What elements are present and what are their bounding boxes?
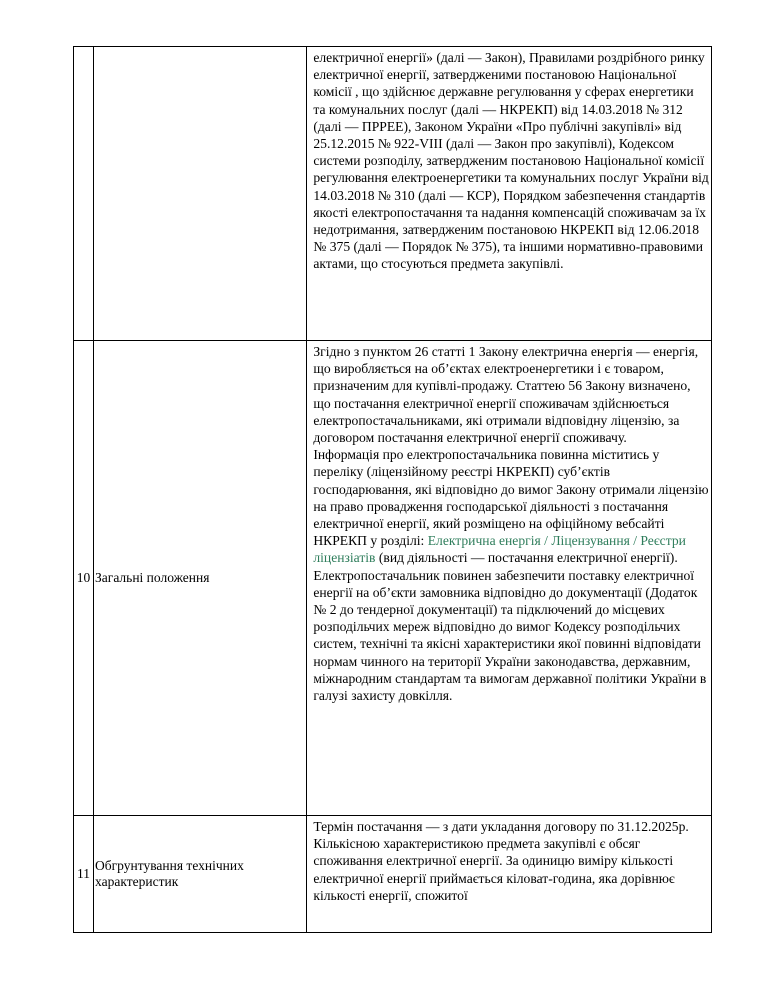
- paragraph-text: (вид діяльності — постачання електричної енергії).: [375, 550, 678, 566]
- row-paragraph: Кількісною характеристикою предмета закупівлі є обсяг споживання електричної енергії. За одиницю виміру кількості електричної енергії приймається кіловат-година, яка дорівнює кількості енергії, спожитої: [313, 836, 675, 903]
- row-paragraph: Згідно з пунктом 26 статті 1 Закону електрична енергія — енергія, що виробляється на об’єктах електроенергетики і є товаром, призначеним для купівлі-продажу. Статтею 56 Закону визначено, що постачання електричної енергії споживачам здійснюється електропостачальниками, які отримали відповідну ліцензію, за договором постачання електричної енергії споживачу.: [313, 344, 699, 446]
- row-paragraph: [313, 446, 709, 566]
- table-row: [74, 47, 712, 341]
- table-row: [74, 816, 712, 933]
- row-label-cell: Загальні положення: [94, 341, 307, 816]
- document-table: [73, 46, 712, 933]
- row-text-cell: [307, 47, 712, 341]
- row-label-cell: Обгрунтування технічних характеристик: [94, 816, 307, 933]
- row-number-cell: 10: [74, 341, 94, 816]
- paragraph-text: Інформація про електропостачальника повинна міститись у переліку (ліцензійному реєстрі НКРЕКП) суб’єктів господарювання, які відповідно до вимог Закону отримали ліцензію на право провадження господарської діяльності з постачання електричної енергії, який розміщено на офіційному вебсайті НКРЕКП у розділі:: [313, 447, 709, 549]
- row-label-cell: [94, 47, 307, 341]
- row-text-cell: [307, 341, 712, 816]
- row-paragraph: електричної енергії» (далі — Закон), Правилами роздрібного ринку електричної енергії, затвердженими постановою Національної комісії , що здійснює державне регулювання у сферах енергетики та комунальних послуг (далі — НКРЕКП) від 14.03.2018 № 312 (далі — ПРРЕЕ), Законом України «Про публічні закупівлі» від 25.12.2015 № 922-VIII (далі — Закон про закупівлі), Кодексом системи розподілу, затвердженим постановою Національної комісії регулювання електроенергетики та комунальних послуг України від 14.03.2018 № 310 (далі — КСР), Порядком забезпечення стандартів якості електропостачання та надання компенсацій споживачам за їх недотримання, затвердженим постановою НКРЕКП від 12.06.2018 № 375 (далі — Порядок № 375), та іншими нормативно-правовими актами, що стосуються предмета закупівлі.: [313, 50, 709, 272]
- table-row: [74, 341, 712, 816]
- row-number-cell: 11: [74, 816, 94, 933]
- row-text-cell: [307, 816, 712, 933]
- registry-link[interactable]: Електрична енергія / Ліцензування / Реєстри ліцензіатів: [313, 533, 686, 566]
- row-paragraph: Термін постачання — з дати укладання договору по 31.12.2025р.: [313, 819, 689, 834]
- row-paragraph: Електропостачальник повинен забезпечити поставку електричної енергії на об’єкти замовника відповідно до документації (Додаток № 2 до тендерної документації) та підключений до місцевих розподільчих мереж відповідно до вимог Кодексу розподільчих систем, технічні та якісні характеристики якої повинні відповідати нормам чинного на території України законодавства, державним, міжнародним стандартам та вимогам державної політики України в галузі захисту довкілля.: [313, 567, 707, 704]
- row-number-cell: [74, 47, 94, 341]
